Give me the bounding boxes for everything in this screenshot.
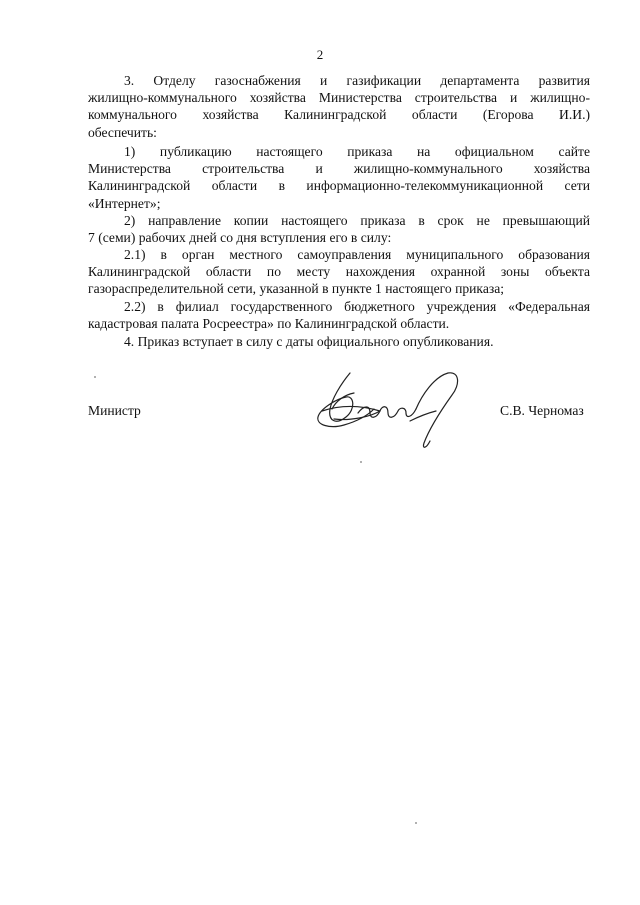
paragraph-3 — [88, 72, 590, 141]
paragraph-3-2 — [88, 212, 590, 246]
paragraph-line: Калининградской области по месту нахождения охранной зоны объекта — [88, 264, 590, 280]
paragraph-2-1 — [88, 246, 590, 298]
scan-speck — [94, 376, 96, 378]
paragraph-line: коммунального хозяйства Калининградской области (Егорова И.И.) — [88, 107, 590, 123]
paragraph-line: 2.2) в филиал государственного бюджетного учреждения «Федеральная — [124, 299, 590, 314]
scan-speck — [360, 461, 362, 463]
paragraph-4 — [88, 333, 590, 350]
paragraph-line: 3. Отделу газоснабжения и газификации департамента развития — [124, 73, 590, 88]
paragraph-line: обеспечить: — [88, 124, 157, 140]
position-title: Министр — [88, 403, 141, 418]
scan-speck — [415, 822, 417, 824]
paragraph-line: Министерства строительства и жилищно-коммунального хозяйства — [88, 161, 590, 177]
paragraph-line: 2.1) в орган местного самоуправления муниципального образования — [124, 247, 590, 262]
paragraph-line: кадастровая палата Росреестра» по Калининградской области. — [88, 316, 450, 332]
signer-name: С.В. Черномаз — [500, 403, 584, 418]
page-number: 2 — [316, 47, 324, 62]
paragraph-line: Калининградской области в информационно-телекоммуникационной сети — [88, 178, 590, 194]
paragraph-line: газораспределительной сети, указанной в пункте 1 настоящего приказа; — [88, 281, 505, 297]
paragraph-2-2 — [88, 298, 590, 332]
handwritten-signature — [310, 365, 470, 460]
paragraph-line: «Интернет»; — [88, 195, 161, 211]
paragraph-line: жилищно-коммунального хозяйства Министерства строительства и жилищно- — [88, 90, 590, 106]
paragraph-line: 2) направление копии настоящего приказа в срок не превышающий — [124, 213, 590, 228]
paragraph-line: 4. Приказ вступает в силу с даты официального опубликования. — [124, 334, 494, 349]
paragraph-line: 7 (семи) рабочих дней со дня вступления его в силу: — [88, 230, 392, 246]
signature-block — [0, 395, 640, 465]
paragraph-line: 1) публикацию настоящего приказа на официальном сайте — [124, 144, 590, 159]
paragraph-3-1 — [88, 143, 590, 212]
